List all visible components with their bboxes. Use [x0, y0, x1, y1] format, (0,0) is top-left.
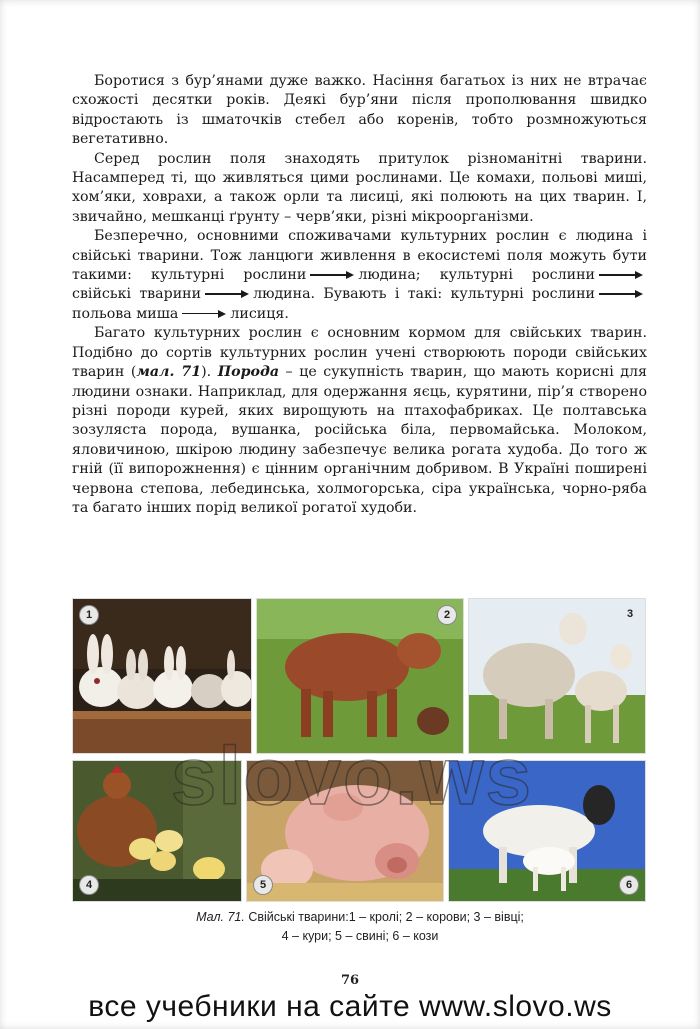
- goats-image: [449, 761, 645, 901]
- paragraph-3: [72, 227, 647, 324]
- photo-sheep: [468, 598, 646, 754]
- caption-line-1: [130, 908, 590, 927]
- photo-number-badge: 2: [437, 605, 457, 625]
- photo-number-badge: 6: [619, 875, 639, 895]
- page-number: 76: [340, 973, 360, 988]
- caption-text-1: Свійські тварини:1 – кролі; 2 – корови; 3 – вівці;: [244, 910, 524, 924]
- pigs-image: [247, 761, 443, 901]
- arrow-icon: [310, 270, 354, 280]
- caption-line-2: 4 – кури; 5 – свині; 6 – кози: [281, 929, 439, 943]
- hens-image: [73, 761, 241, 901]
- photo-number-badge: 4: [79, 875, 99, 895]
- term-breed: Порода: [217, 364, 280, 381]
- figure-caption: [130, 908, 590, 946]
- paragraph-4-part-1: Багато культурних рослин є основним кормом для свійських тварин. Подібно до сортів культурних рослин учені створюють породи свійських тварин (: [72, 325, 647, 381]
- arrow-icon: [599, 270, 643, 280]
- photo-number-badge: 3: [626, 608, 634, 620]
- paragraph-3-part-3: свійські тварини: [72, 286, 202, 303]
- cows-image: [257, 599, 463, 753]
- main-text: [72, 72, 647, 518]
- figure-reference: мал. 71: [136, 364, 202, 381]
- sheep-image: [469, 599, 645, 753]
- photo-cows: [256, 598, 464, 754]
- caption-label: Мал. 71.: [196, 910, 245, 924]
- paragraph-3-part-2: людина; культурні рослини: [358, 267, 595, 284]
- arrow-icon: [599, 289, 643, 299]
- paragraph-3-part-4: людина. Бувають і такі: культурні рослини: [253, 286, 595, 303]
- paragraph-1: Боротися з бур’янами дуже важко. Насіння багатьох із них не втрачає схожості десятки років. Деякі бур’яни після прополювання швидко відростають із шматочків стебел або коренів, тобто розмножуються вегетативно.: [72, 73, 647, 148]
- paragraph-4-part-2: ).: [201, 364, 218, 381]
- figure-71: [72, 598, 644, 900]
- photo-rabbits: [72, 598, 252, 754]
- paragraph-4: [72, 324, 647, 518]
- photo-goats: [448, 760, 646, 902]
- paragraph-2: Серед рослин поля знаходять притулок різноманітні тварини. Насамперед ті, що живляться цими рослинами. Це комахи, польові миші, хом’яки, ховрахи, а також орли та лисиці, які полюють на цих тварин. І, звичайно, мешканці ґрунту – черв’яки, різні мікроорганізми.: [72, 150, 647, 225]
- arrow-icon: [182, 309, 226, 319]
- photo-number-badge: 1: [79, 605, 99, 625]
- photo-number-badge: 5: [253, 875, 273, 895]
- photo-hens: [72, 760, 242, 902]
- paragraph-3-part-5: польова миша: [72, 305, 179, 322]
- paragraph-3-part-6: лисиця.: [230, 305, 289, 322]
- rabbits-image: [73, 599, 251, 753]
- arrow-icon: [205, 289, 249, 299]
- footer-banner: все учебники на сайте www.slovo.ws: [88, 990, 612, 1023]
- paragraph-3-part-1: Безперечно, основними споживачами культурних рослин є людина і свійські тварини. Тож ланцюги живлення в екосистемі поля можуть бути такими: культурні рослини: [72, 228, 647, 284]
- paragraph-4-part-3: – це сукупність тварин, що мають корисні для людини ознаки. Наприклад, для одержання яєць, курятини, пір’я створено різні породи курей, яких вирощують на птахофабриках. Це полтавська зозуляста порода, вушанка, російська біла, первомайська. Молоком, яловичиною, шкірою людину забезпечує велика рогата худоба. До того ж гній (її випорожнення) є цінним органічним добривом. В Україні поширені червона степова, лебединська, холмогорська, сіра українська, чорно-ряба та багато інших порід великої рогатої худоби.: [72, 364, 648, 516]
- photo-pigs: [246, 760, 444, 902]
